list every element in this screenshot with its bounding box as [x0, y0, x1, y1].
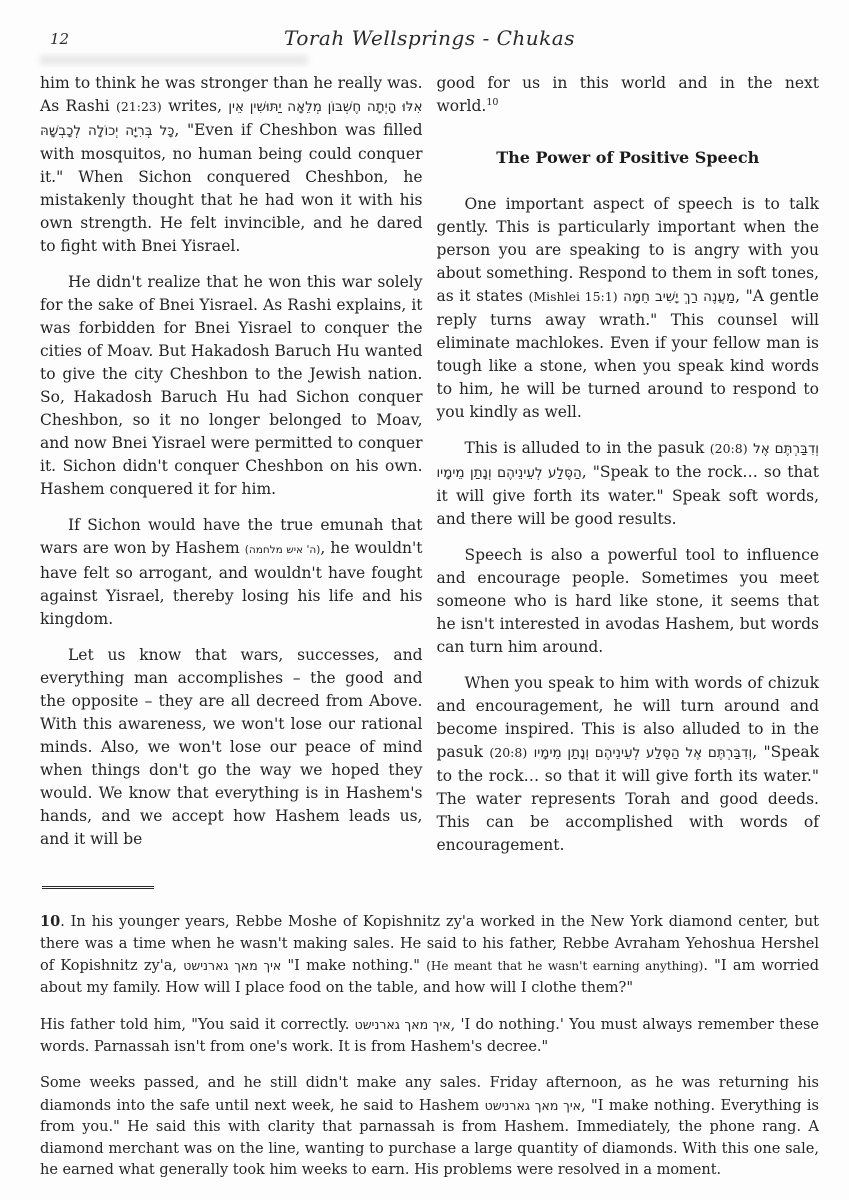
footnote-10-paragraph-2: [40, 1014, 819, 1058]
text-run: , 'I do nothing.' You must always remember these words. Parnassah isn't from one's work. It is from Hashem's decree.": [40, 1017, 819, 1055]
left-column: [40, 72, 423, 870]
footnotes-section: [40, 911, 819, 1182]
text-run: Some weeks passed, and he still didn't make any sales. Friday afternoon, as he was returning his diamonds into the safe until next week, he said to Hashem: [40, 1075, 819, 1114]
citation: (He meant that he wasn't earning anything): [426, 959, 704, 973]
text-run: good for us in this world and in the next world.: [436, 74, 819, 115]
text-run: His father told him, "You said it correctly.: [40, 1017, 355, 1033]
text-run: . "I am worried about my family. How will I place food on the table, and how will I clothe them?": [40, 958, 819, 996]
page-header: [40, 26, 819, 56]
right-paragraph-1: [437, 193, 820, 424]
text-run: , "Speak to the rock… so that it will give forth its water." The water represents Torah and good deeds. This can be accomplished with words of encouragement.: [436, 743, 819, 854]
text-run: Speech is also a powerful tool to influence and encourage people. Sometimes you meet someone who is hard like stone, it seems that he isn't interested in avodas Hashem, but words can turn him around.: [436, 546, 819, 656]
footnote-10-paragraph-3: [40, 1073, 819, 1182]
citation: (20:8): [709, 441, 748, 456]
hebrew-phrase: אִלּוּ הָיְתָה חֶשְׁבּוֹן מְלֵאָה יַתּוּשִׁין אֵין כָּל בְּרִיָּה יְכוֹלָה לְכָבְשָׁהּ: [40, 99, 423, 139]
footnote-10-paragraph-1: [40, 911, 819, 999]
citation: (Mishlei 15:1): [528, 289, 618, 304]
right-column: [437, 72, 820, 870]
left-paragraph-4: [40, 644, 423, 851]
text-run: This is alluded to in the pasuk: [464, 439, 710, 457]
right-paragraph-3: [437, 544, 820, 659]
text-run: , "I make nothing. Everything is from you." He said this with clarity that parnassah is from Hashem. Immediately, the phone rang. A diamond merchant was on the line, wanting to purchase a large quantity of diamonds. With this one sale, he earned what generally took him weeks to earn. His problems were resolved in a moment.: [40, 1097, 819, 1178]
hebrew-phrase: איך מאך גארנישט: [484, 1097, 582, 1113]
footnote-number: 10: [40, 913, 61, 930]
text-run: , "A gentle reply turns away wrath." This counsel will eliminate machlokes. Even if your fellow man is tough like a stone, when you speak kind words to him, he will be turned around to respond to you kindly as well.: [436, 287, 819, 421]
section-heading: The Power of Positive Speech: [496, 148, 760, 167]
scan-artifact-smudge: [40, 55, 308, 65]
left-paragraph-1: [40, 72, 423, 258]
hebrew-phrase: איך מאך גארנישט: [354, 1017, 451, 1032]
text-run: , "Speak to the rock… so that it will give forth its water." Speak soft words, and there will be good results.: [436, 463, 819, 528]
text-run: "I make nothing.": [281, 958, 427, 974]
footnote-ref: 10: [486, 96, 499, 108]
text-run: . In his younger years, Rebbe Moshe of Kopishnitz zy'a worked in the New York diamond center, but there was a time when he wasn't making sales. He said to his father, Rebbe Avraham Yehoshua Hershel of Kopishnitz zy'a,: [40, 914, 819, 974]
hebrew-citation: (ה' איש מלחמה): [244, 544, 321, 556]
citation: (21:23): [115, 99, 162, 114]
footnote-separator-rule: [42, 886, 154, 889]
text-run: writes,: [161, 97, 229, 115]
hebrew-phrase: וְדִבַּרְתֶּם אֶל הַסֶּלַע לְעֵינֵיהֶם וְנָתַן מֵימָיו: [533, 745, 753, 761]
text-run: If Sichon would have the true emunah that wars are won by Hashem: [40, 516, 423, 557]
left-paragraph-3: [40, 514, 423, 631]
hebrew-phrase: מַעֲנֶה רַךְ יָשִׁיב חֵמָה: [623, 289, 736, 305]
citation: (20:8): [489, 745, 528, 760]
text-run: One important aspect of speech is to talk gently. This is particularly important when the person you are speaking to is angry with you about something. Respond to them in soft tones, as it states: [436, 195, 819, 305]
hebrew-phrase: איך מאך גארנישט: [183, 958, 282, 973]
two-column-body: [40, 72, 819, 870]
right-paragraph-2: [437, 437, 820, 531]
text-run: Let us know that wars, successes, and everything man accomplishes – the good and the opposite – they are all decreed from Above. With this awareness, we won't lose our rational minds. Also, we won't lose our peace of mind when things don't go the way we hoped they would. We know that everything is in Hashem's hands, and we accept how Hashem leads us, and it will be: [40, 646, 423, 848]
right-paragraph-4: [437, 672, 820, 857]
text-run: , he wouldn't have felt so arrogant, and wouldn't have fought against Yisrael, thereby losing his life and his kingdom.: [40, 539, 423, 628]
text-run: When you speak to him with words of chizuk and encouragement, he will turn around and become inspired. This is also alluded to in the pasuk: [436, 674, 819, 761]
page-title: Torah Wellsprings - Chukas: [284, 26, 575, 50]
left-paragraph-2: [40, 271, 423, 501]
text-run: him to think he was stronger than he really was. As Rashi: [40, 74, 423, 115]
page-number: 12: [50, 30, 70, 48]
text-run: , "Even if Cheshbon was filled with mosquitos, no human being could conquer it." When Sichon conquered Cheshbon, he mistakenly thought that he had won it with his own strength. He felt invincible, and he dared to fight with Bnei Yisrael.: [40, 121, 423, 255]
hebrew-phrase: וְדִבַּרְתֶּם אֶל הַסֶּלַע לְעֵינֵיהֶם וְנָתַן מֵימָיו: [436, 441, 819, 481]
text-run: He didn't realize that he won this war solely for the sake of Bnei Yisrael. As Rashi explains, it was forbidden for Bnei Yisrael to conquer the cities of Moav. But Hakadosh Baruch Hu wanted to give the city Cheshbon to the Jewish nation. So, Hakadosh Baruch Hu had Sichon conquer Cheshbon, so it no longer belonged to Moav, and now Bnei Yisrael were permitted to conquer it. Sichon didn't conquer Cheshbon on his own. Hashem conquered it for him.: [40, 273, 423, 498]
right-intro-paragraph: [437, 72, 820, 118]
